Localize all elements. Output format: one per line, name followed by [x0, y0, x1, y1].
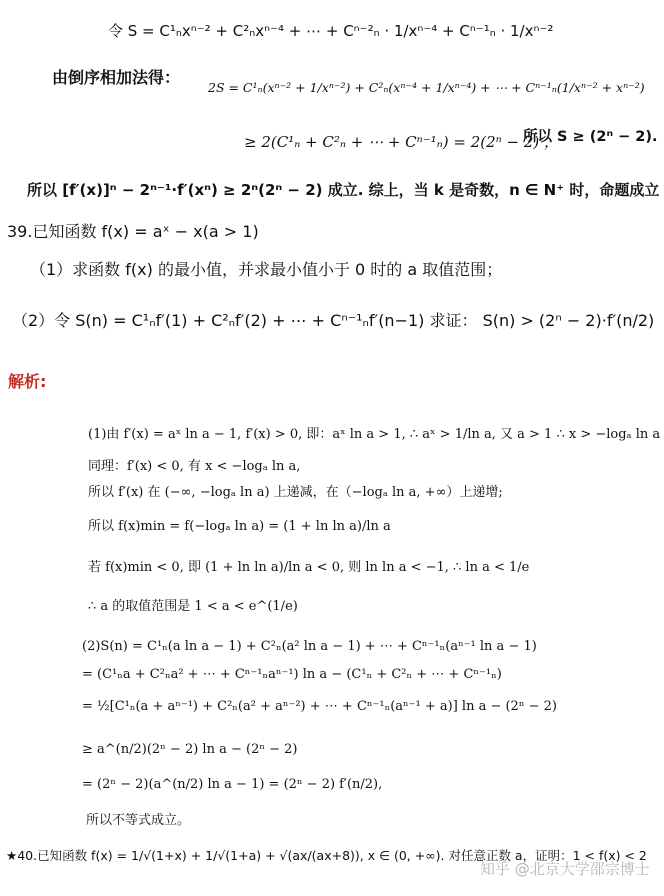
question-39-part1: [30, 262, 502, 278]
solution2-line4: [82, 743, 297, 756]
analysis-label: [8, 374, 46, 390]
question-39-text: 39.已知函数 f(x) = aˣ − x(a > 1): [7, 222, 259, 241]
solution2-line6: [86, 814, 190, 827]
solution1-line1-text: (1)由 f′(x) = aˣ ln a − 1, f′(x) > 0, 即：aˣ ln a > 1, ∴ aˣ > 1/ln a, 又 a > 1 ∴ x > −logₐ ln a: [88, 427, 661, 442]
line-let-s: [108, 24, 553, 39]
line-so-s: [523, 130, 658, 145]
solution2-line3-text: = ½[C¹ₙ(a + aⁿ⁻¹) + C²ₙ(a² + aⁿ⁻²) + ⋯ + Cⁿ⁻¹ₙ(aⁿ⁻¹ + a)] ln a − (2ⁿ − 2): [82, 699, 557, 714]
question-39: [7, 224, 259, 240]
solution2-line1: [82, 640, 537, 653]
solution1-line3: [88, 486, 503, 499]
2s-expansion-text: 2S = C¹ₙ(xⁿ⁻² + 1/xⁿ⁻²) + C²ₙ(xⁿ⁻⁴ + 1/xⁿ⁻⁴) + ⋯ + Cⁿ⁻¹ₙ(1/xⁿ⁻² + xⁿ⁻²): [208, 80, 645, 95]
inequality-text: ≥ 2(C¹ₙ + C²ₙ + ⋯ + Cⁿ⁻¹ₙ) = 2(2ⁿ − 2) ，: [244, 133, 559, 151]
so-s-text: 所以 S ≥ (2ⁿ − 2).: [523, 129, 658, 145]
solution2-line3: [82, 700, 557, 713]
question-39-part2-text: （2）令 S(n) = C¹ₙf′(1) + C²ₙf′(2) + ⋯ + Cⁿ⁻¹ₙf′(n−1) 求证： S(n) > (2ⁿ − 2)·f′(n/2): [12, 311, 655, 330]
solution1-line5-text: 若 f(x)min < 0, 即 (1 + ln ln a)/ln a < 0, 则 ln ln a < −1, ∴ ln a < 1/e: [88, 560, 530, 575]
reverse-sum-label-text: 由倒序相加法得：: [52, 68, 181, 87]
solution2-line4-text: ≥ a^(n/2)(2ⁿ − 2) ln a − (2ⁿ − 2): [82, 742, 298, 757]
solution2-line2-text: = (C¹ₙa + C²ₙa² + ⋯ + Cⁿ⁻¹ₙaⁿ⁻¹) ln a − (C¹ₙ + C²ₙ + ⋯ + Cⁿ⁻¹ₙ): [82, 667, 502, 682]
line-let-s-text: 令 S = C¹ₙxⁿ⁻² + C²ₙxⁿ⁻⁴ + ⋯ + Cⁿ⁻²ₙ · 1/xⁿ⁻⁴ + Cⁿ⁻¹ₙ · 1/xⁿ⁻²: [108, 22, 554, 40]
solution2-line5: [82, 778, 382, 791]
question-39-part1-text: （1）求函数 f(x) 的最小值，并求最小值小于 0 时的 a 取值范围；: [30, 260, 503, 279]
solution1-line6: [88, 600, 298, 613]
solution2-line2: [82, 668, 502, 681]
analysis-label-text: 解析:: [8, 372, 47, 391]
solution1-line1: [88, 428, 660, 441]
watermark-text: 知乎 @北京大学邵宗博士: [480, 860, 650, 878]
line-inequality: [244, 135, 559, 150]
line-reverse-sum-label: [52, 70, 180, 86]
watermark: [480, 858, 650, 879]
solution1-line2: [88, 460, 300, 473]
solution2-line5-text: = (2ⁿ − 2)(a^(n/2) ln a − 1) = (2ⁿ − 2) f′(n/2),: [82, 777, 383, 792]
question-39-part2: [12, 313, 654, 329]
line-conclusion: [27, 183, 659, 198]
solution1-line6-text: ∴ a 的取值范围是 1 < a < e^(1/e): [88, 599, 298, 614]
solution1-line3-text: 所以 f′(x) 在 (−∞, −logₐ ln a) 上递减，在（−logₐ ln a, +∞）上递增;: [88, 485, 503, 500]
solution1-line2-text: 同理：f′(x) < 0, 有 x < −logₐ ln a,: [88, 459, 301, 474]
conclusion-text: 所以 [f′(x)]ⁿ − 2ⁿ⁻¹·f′(xⁿ) ≥ 2ⁿ(2ⁿ − 2) 成立. 综上，当 k 是奇数，n ∈ N⁺ 时，命题成立: [27, 181, 660, 199]
question-40-text: ★40.已知函数 f(x) = 1/√(1+x) + 1/√(1+a) + √(ax/(ax+8)), x ∈ (0, +∞). 对任意正数 a，证明：1 < f(x) < 2: [6, 848, 647, 863]
solution1-line4-text: 所以 f(x)min = f(−logₐ ln a) = (1 + ln ln a)/ln a: [88, 519, 391, 534]
solution1-line5: [88, 561, 529, 574]
line-2s-expansion: [208, 82, 645, 95]
solution2-line1-text: (2)S(n) = C¹ₙ(a ln a − 1) + C²ₙ(a² ln a − 1) + ⋯ + Cⁿ⁻¹ₙ(aⁿ⁻¹ ln a − 1): [82, 639, 537, 654]
solution1-line4: [88, 520, 391, 533]
solution2-line6-text: 所以不等式成立。: [86, 813, 191, 828]
